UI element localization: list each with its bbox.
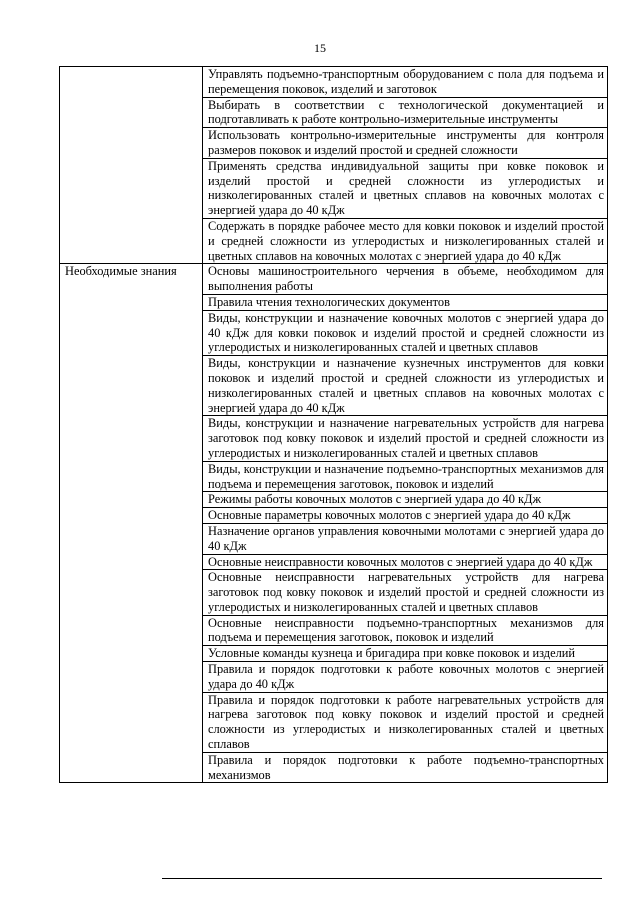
skill-item: Содержать в порядке рабочее место для ковки поковок и изделий простой и средней сложности из углеродистых и низколегированных сталей и цветных сплавов на ковочных молотах с энергией удара до 40 кДж <box>203 218 608 263</box>
knowledge-item: Правила и порядок подготовки к работе нагревательных устройств для нагрева заготовок под ковку поковок и изделий простой и средней сложности из углеродистых и низколегированных сталей и цветных сплавов <box>203 692 608 752</box>
page-number: 15 <box>314 41 326 55</box>
knowledge-item: Режимы работы ковочных молотов с энергией удара до 40 кДж <box>203 492 608 508</box>
table-row <box>60 264 608 295</box>
knowledge-label: Необходимые знания <box>60 264 203 783</box>
skills-label-cell <box>60 67 203 264</box>
skill-item: Применять средства индивидуальной защиты при ковке поковок и изделий простой и средней сложности из углеродистых и низколегированных сталей и цветных сплавов на ковочных молотах с энергией удара до 40 кДж <box>203 158 608 218</box>
knowledge-item: Виды, конструкции и назначение нагревательных устройств для нагрева заготовок под ковку поковок и изделий простой и средней сложности из углеродистых и низколегированных сталей и цветных сплавов <box>203 416 608 461</box>
knowledge-item: Виды, конструкции и назначение кузнечных инструментов для ковки поковок и изделий простой и средней сложности из углеродистых и низколегированных сталей и цветных сплавов на ковочных молотах с энергией удара до 40 кДж <box>203 356 608 416</box>
bottom-divider <box>162 878 602 879</box>
knowledge-item: Основные неисправности ковочных молотов с энергией удара до 40 кДж <box>203 554 608 570</box>
knowledge-item: Правила чтения технологических документов <box>203 294 608 310</box>
knowledge-item: Виды, конструкции и назначение подъемно-транспортных механизмов для подъема и перемещения заготовок, поковок и изделий <box>203 461 608 492</box>
table-row <box>60 67 608 98</box>
knowledge-item: Основные неисправности нагревательных устройств для нагрева заготовок под ковку поковок и изделий простой и средней сложности из углеродистых и низколегированных сталей и цветных сплавов <box>203 570 608 615</box>
knowledge-item: Основные параметры ковочных молотов с энергией удара до 40 кДж <box>203 508 608 524</box>
knowledge-item: Основы машиностроительного черчения в объеме, необходимом для выполнения работы <box>203 264 608 295</box>
skill-item: Управлять подъемно-транспортным оборудованием с пола для подъема и перемещения поковок, изделий и заготовок <box>203 67 608 98</box>
skill-item: Выбирать в соответствии с технологической документацией и подготавливать к работе контрольно-измерительные инструменты <box>203 97 608 128</box>
knowledge-item: Основные неисправности подъемно-транспортных механизмов для подъема и перемещения заготовок, поковок и изделий <box>203 615 608 646</box>
knowledge-item: Виды, конструкции и назначение ковочных молотов с энергией удара до 40 кДж для ковки поковок и изделий простой и средней сложности из углеродистых и низколегированных сталей и цветных сплавов <box>203 310 608 355</box>
knowledge-item: Правила и порядок подготовки к работе подъемно-транспортных механизмов <box>203 752 608 783</box>
knowledge-item: Назначение органов управления ковочными молотами с энергией удара до 40 кДж <box>203 523 608 554</box>
knowledge-item: Правила и порядок подготовки к работе ковочных молотов с энергией удара до 40 кДж <box>203 662 608 693</box>
skill-item: Использовать контрольно-измерительные инструменты для контроля размеров поковок и изделий простой и средней сложности <box>203 128 608 159</box>
knowledge-item: Условные команды кузнеца и бригадира при ковке поковок и изделий <box>203 646 608 662</box>
requirements-table <box>59 66 608 783</box>
